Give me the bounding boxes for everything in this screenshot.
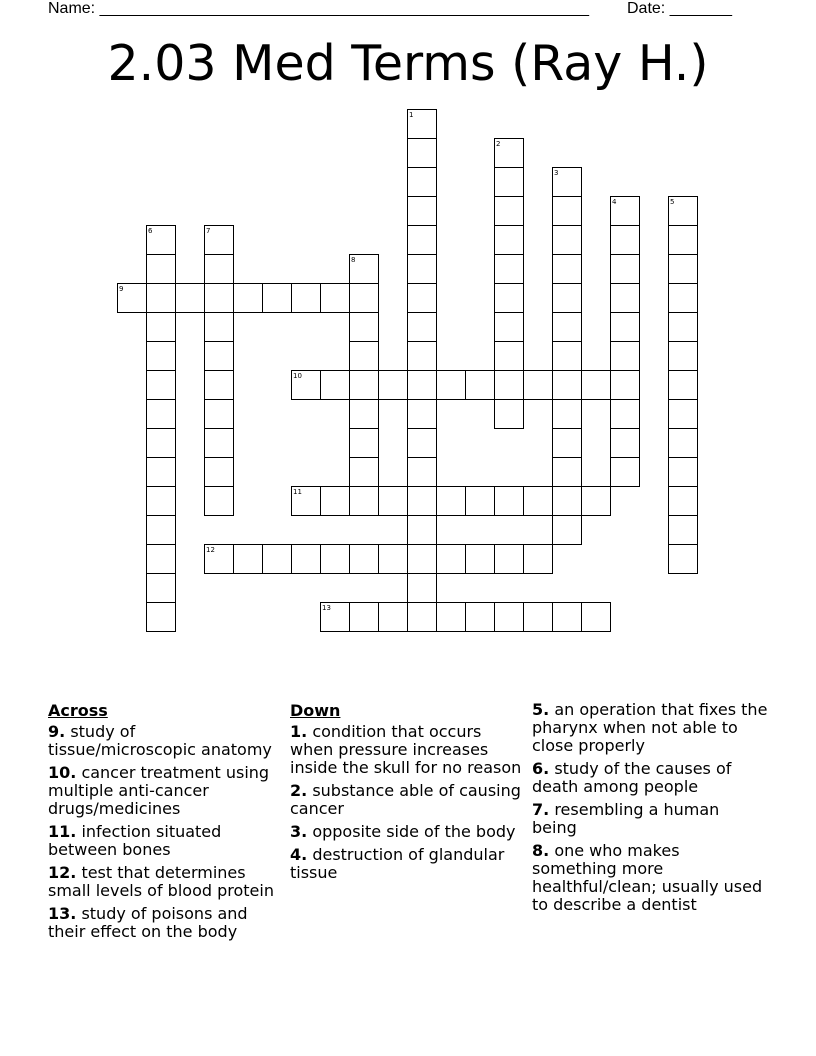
grid-cell[interactable] (407, 225, 437, 255)
grid-cell[interactable] (262, 283, 292, 313)
grid-cell[interactable] (349, 602, 379, 632)
clue-number: 7. (532, 800, 550, 819)
grid-cell[interactable] (552, 225, 582, 255)
clue-down-7 (532, 801, 768, 837)
grid-cell[interactable] (204, 370, 234, 400)
grid-cell[interactable] (204, 457, 234, 487)
grid-cell[interactable] (465, 486, 495, 516)
grid-cell[interactable] (407, 370, 437, 400)
date-line: Date: _______ (627, 0, 732, 17)
grid-cell[interactable] (494, 283, 524, 313)
grid-cell[interactable] (146, 573, 176, 603)
grid-cell[interactable] (668, 544, 698, 574)
grid-cell[interactable] (146, 399, 176, 429)
clue-number: 10. (48, 763, 77, 782)
clue-text: study of tissue/microscopic anatomy (48, 722, 272, 759)
grid-cell[interactable] (146, 457, 176, 487)
grid-cell[interactable] (407, 602, 437, 632)
grid-cell[interactable] (436, 370, 466, 400)
grid-cell[interactable] (320, 283, 350, 313)
grid-cell[interactable] (146, 602, 176, 632)
clue-across-13 (48, 905, 284, 941)
clue-number: 11. (48, 822, 77, 841)
grid-cell[interactable] (262, 544, 292, 574)
grid-cell[interactable] (494, 167, 524, 197)
grid-cell[interactable] (146, 283, 176, 313)
grid-cell[interactable] (552, 254, 582, 284)
grid-cell[interactable] (146, 544, 176, 574)
grid-cell[interactable] (610, 399, 640, 429)
clue-down-6 (532, 760, 768, 796)
grid-cell[interactable] (407, 515, 437, 545)
clue-down-8 (532, 842, 768, 914)
grid-cell[interactable] (204, 399, 234, 429)
clue-text: study of poisons and their effect on the body (48, 904, 248, 941)
grid-cell[interactable] (610, 370, 640, 400)
clue-number-label: 13 (322, 604, 331, 612)
grid-cell[interactable] (146, 254, 176, 284)
grid-cell[interactable] (349, 486, 379, 516)
grid-cell[interactable] (320, 370, 350, 400)
grid-cell[interactable] (552, 486, 582, 516)
across-heading: Across (48, 701, 108, 720)
grid-cell[interactable] (436, 544, 466, 574)
grid-cell[interactable] (349, 312, 379, 342)
grid-cell[interactable] (407, 428, 437, 458)
grid-cell[interactable] (407, 341, 437, 371)
grid-cell[interactable] (552, 341, 582, 371)
grid-cell[interactable] (146, 486, 176, 516)
grid-cell[interactable] (407, 486, 437, 516)
grid-cell[interactable] (523, 602, 553, 632)
grid-cell[interactable] (581, 370, 611, 400)
grid-cell[interactable] (407, 399, 437, 429)
grid-cell[interactable] (610, 254, 640, 284)
grid-cell[interactable] (610, 457, 640, 487)
grid-cell[interactable] (291, 283, 321, 313)
clue-number-label: 2 (496, 140, 501, 148)
grid-cell[interactable] (407, 138, 437, 168)
clue-number: 5. (532, 700, 550, 719)
grid-cell[interactable] (378, 544, 408, 574)
grid-cell[interactable] (378, 602, 408, 632)
clue-down-2 (290, 782, 526, 818)
grid-cell[interactable] (320, 486, 350, 516)
clue-across-9 (48, 723, 284, 759)
page-title: 2.03 Med Terms (Ray H.) (107, 35, 709, 92)
grid-cell[interactable] (581, 602, 611, 632)
grid-cell[interactable] (494, 370, 524, 400)
grid-cell[interactable] (378, 486, 408, 516)
clue-text: substance able of causing cancer (290, 781, 521, 818)
clue-text: opposite side of the body (312, 822, 516, 841)
grid-cell[interactable] (552, 283, 582, 313)
grid-cell[interactable] (552, 370, 582, 400)
grid-cell[interactable] (436, 602, 466, 632)
grid-cell[interactable] (349, 428, 379, 458)
grid-cell[interactable] (494, 341, 524, 371)
clue-number-label: 7 (206, 227, 211, 235)
grid-cell[interactable] (146, 515, 176, 545)
grid-cell[interactable] (146, 428, 176, 458)
clue-number: 4. (290, 845, 308, 864)
grid-cell[interactable] (204, 341, 234, 371)
clue-number: 1. (290, 722, 308, 741)
clue-down-3 (290, 823, 526, 841)
grid-cell[interactable] (668, 254, 698, 284)
grid-cell[interactable] (204, 312, 234, 342)
clue-text: destruction of glandular tissue (290, 845, 505, 882)
grid-cell[interactable] (349, 341, 379, 371)
grid-cell[interactable] (523, 486, 553, 516)
grid-cell[interactable] (610, 428, 640, 458)
grid-cell[interactable] (610, 225, 640, 255)
grid-cell[interactable] (494, 312, 524, 342)
clue-number-label: 5 (670, 198, 675, 206)
grid-cell[interactable] (349, 457, 379, 487)
clue-number-label: 6 (148, 227, 153, 235)
grid-cell[interactable] (552, 515, 582, 545)
grid-cell[interactable] (349, 283, 379, 313)
grid-cell[interactable] (494, 254, 524, 284)
clue-number: 9. (48, 722, 66, 741)
grid-cell[interactable] (668, 428, 698, 458)
clue-number-label: 9 (119, 285, 124, 293)
clue-text: condition that occurs when pressure increases inside the skull for no reason (290, 722, 522, 777)
grid-cell[interactable] (494, 196, 524, 226)
across-clues (48, 701, 284, 946)
grid-cell[interactable] (349, 399, 379, 429)
grid-cell[interactable] (233, 283, 263, 313)
grid-cell[interactable] (407, 196, 437, 226)
clue-number-label: 12 (206, 546, 215, 554)
grid-cell[interactable] (465, 544, 495, 574)
clue-number-label: 11 (293, 488, 302, 496)
grid-cell[interactable] (407, 544, 437, 574)
grid-cell[interactable] (407, 283, 437, 313)
clue-number-label: 4 (612, 198, 617, 206)
clue-text: test that determines small levels of blood protein (48, 863, 274, 900)
clue-number-label: 10 (293, 372, 302, 380)
grid-cell[interactable] (523, 370, 553, 400)
clue-across-12 (48, 864, 284, 900)
grid-cell[interactable] (668, 457, 698, 487)
grid-cell[interactable] (610, 341, 640, 371)
clue-down-1 (290, 723, 526, 777)
down-clues (290, 701, 526, 887)
grid-cell[interactable] (668, 312, 698, 342)
grid-cell[interactable] (523, 544, 553, 574)
clue-number: 6. (532, 759, 550, 778)
clue-text: infection situated between bones (48, 822, 222, 859)
grid-cell[interactable] (291, 544, 321, 574)
clue-text: study of the causes of death among people (532, 759, 732, 796)
grid-cell[interactable] (407, 254, 437, 284)
grid-cell[interactable] (494, 544, 524, 574)
grid-cell[interactable] (581, 486, 611, 516)
down-heading: Down (290, 701, 341, 720)
grid-cell[interactable] (407, 167, 437, 197)
grid-cell[interactable] (552, 399, 582, 429)
grid-cell[interactable] (668, 370, 698, 400)
grid-cell[interactable] (407, 312, 437, 342)
grid-cell[interactable] (233, 544, 263, 574)
grid-cell[interactable] (465, 602, 495, 632)
grid-cell[interactable] (436, 486, 466, 516)
grid-cell[interactable] (494, 486, 524, 516)
clue-number-label: 8 (351, 256, 356, 264)
clue-number-label: 3 (554, 169, 559, 177)
clue-number-label: 1 (409, 111, 414, 119)
grid-cell[interactable] (668, 225, 698, 255)
clue-text: cancer treatment using multiple anti-cancer drugs/medicines (48, 763, 270, 818)
grid-cell[interactable] (610, 312, 640, 342)
grid-cell[interactable] (610, 283, 640, 313)
grid-cell[interactable] (204, 428, 234, 458)
clue-number: 3. (290, 822, 308, 841)
clue-down-4 (290, 846, 526, 882)
grid-cell[interactable] (320, 544, 350, 574)
grid-cell[interactable] (494, 399, 524, 429)
down-clues-continued (532, 701, 768, 919)
grid-cell[interactable] (668, 399, 698, 429)
grid-cell[interactable] (407, 573, 437, 603)
grid-cell[interactable] (494, 602, 524, 632)
clue-text: resembling a human being (532, 800, 720, 837)
grid-cell[interactable] (494, 225, 524, 255)
grid-cell[interactable] (204, 283, 234, 313)
name-line: Name: _______________________________________________________ (48, 0, 589, 17)
grid-cell[interactable] (349, 370, 379, 400)
grid-cell[interactable] (552, 196, 582, 226)
grid-cell[interactable] (146, 341, 176, 371)
grid-cell[interactable] (552, 428, 582, 458)
clue-number: 8. (532, 841, 550, 860)
clue-text: an operation that fixes the pharynx when not able to close properly (532, 700, 768, 755)
grid-cell[interactable] (552, 602, 582, 632)
grid-cell[interactable] (146, 312, 176, 342)
grid-cell[interactable] (407, 457, 437, 487)
grid-cell[interactable] (668, 515, 698, 545)
grid-cell[interactable] (465, 370, 495, 400)
grid-cell[interactable] (175, 283, 205, 313)
clue-number: 13. (48, 904, 77, 923)
grid-cell[interactable] (378, 370, 408, 400)
clue-text: one who makes something more healthful/clean; usually used to describe a dentist (532, 841, 763, 914)
grid-cell[interactable] (146, 370, 176, 400)
grid-cell[interactable] (349, 544, 379, 574)
clue-across-10 (48, 764, 284, 818)
grid-cell[interactable] (668, 486, 698, 516)
grid-cell[interactable] (668, 341, 698, 371)
grid-cell[interactable] (204, 254, 234, 284)
grid-cell[interactable] (668, 283, 698, 313)
grid-cell[interactable] (204, 486, 234, 516)
grid-cell[interactable] (552, 457, 582, 487)
clue-number: 2. (290, 781, 308, 800)
clue-across-11 (48, 823, 284, 859)
clue-number: 12. (48, 863, 77, 882)
clue-down-5 (532, 701, 768, 755)
grid-cell[interactable] (552, 312, 582, 342)
